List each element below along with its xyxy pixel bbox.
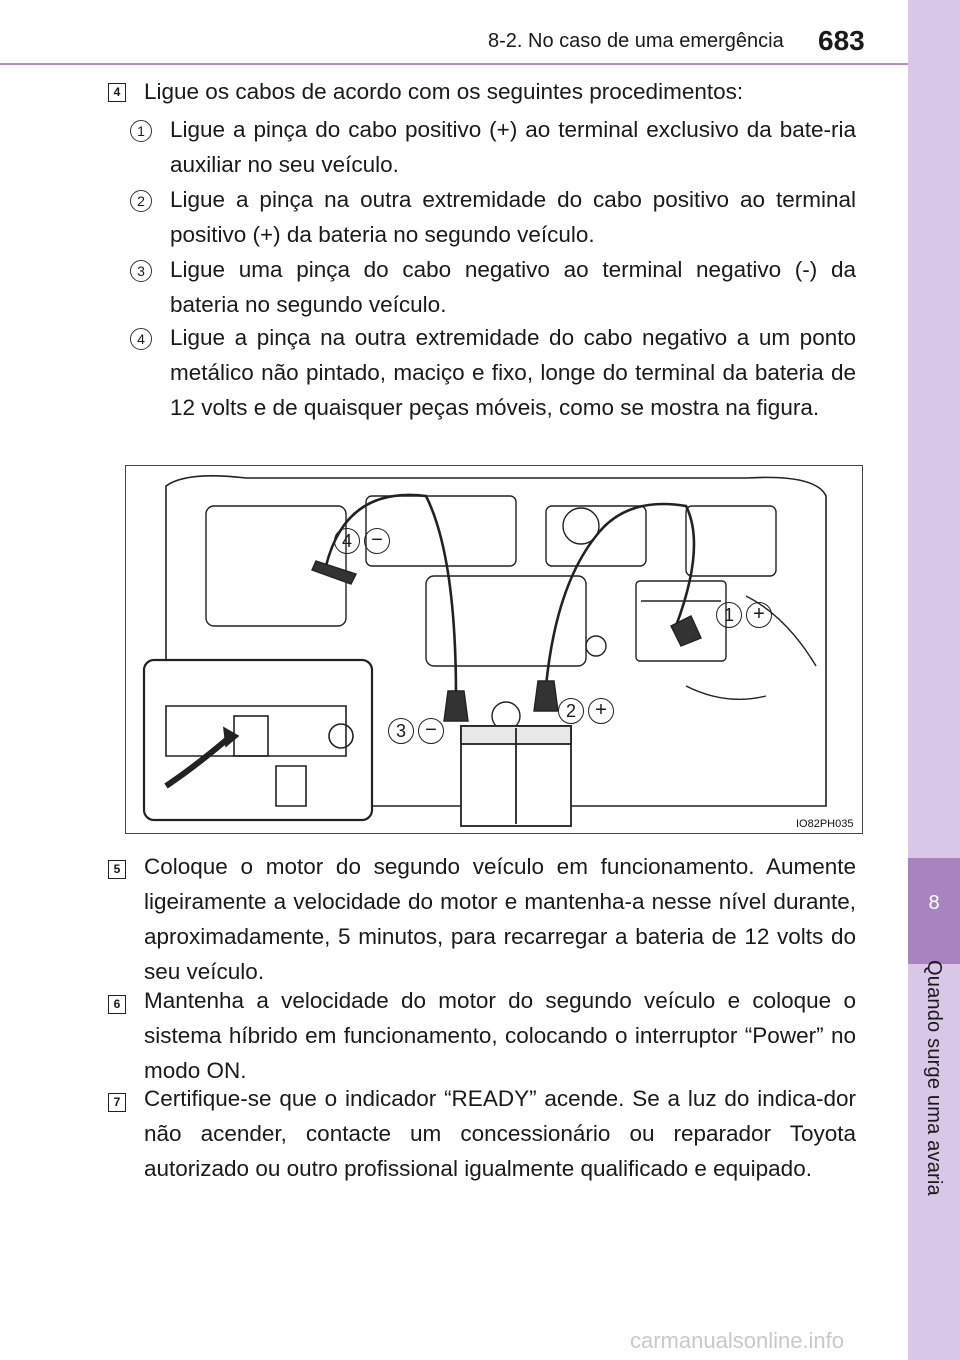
callout-number: 2 — [558, 698, 584, 724]
page-header — [0, 0, 908, 60]
step-number: 6 — [108, 995, 126, 1014]
step-number: 7 — [108, 1093, 126, 1112]
callout-number: 1 — [716, 602, 742, 628]
callout-4 — [334, 528, 390, 554]
step-text: Coloque o motor do segundo veículo em funcionamento. Aumente ligeiramente a velocidade do motor e mantenha-a nesse nível durante, aproximadamente, 5 minutos, para recarregar a bateria de 12 volts do seu veículo. — [144, 854, 856, 984]
substep-number: 3 — [130, 260, 152, 282]
minus-icon: − — [418, 718, 444, 744]
header-rule — [0, 63, 908, 65]
callout-1 — [716, 602, 772, 628]
step-text: Certifique-se que o indicador “READY” acende. Se a luz do indica-dor não acender, contacte um concessionário ou reparador Toyota autorizado ou outro profissional igualmente qualificado e equipado. — [144, 1086, 856, 1181]
callout-number: 4 — [334, 528, 360, 554]
step-text: Ligue os cabos de acordo com os seguintes procedimentos: — [144, 79, 744, 104]
callout-2 — [558, 698, 614, 724]
minus-icon: − — [364, 528, 390, 554]
step-number: 4 — [108, 83, 126, 102]
plus-icon: + — [746, 602, 772, 628]
substep-number: 4 — [130, 328, 152, 350]
substep-text: Ligue a pinça na outra extremidade do cabo positivo ao terminal positivo (+) da bateria no segundo veículo. — [170, 187, 856, 247]
substep-number: 2 — [130, 190, 152, 212]
step-text: Mantenha a velocidade do motor do segundo veículo e coloque o sistema híbrido em funcionamento, colocando o interruptor “Power” no modo ON. — [144, 988, 856, 1083]
chapter-title: Quando surge uma avaria — [923, 960, 945, 1196]
jump-start-illustration — [125, 465, 863, 834]
chapter-number: 8 — [928, 892, 940, 914]
watermark: carmanualsonline.info — [630, 1328, 845, 1353]
substep-text: Ligue a pinça do cabo positivo (+) ao terminal exclusivo da bate-ria auxiliar no seu veículo. — [170, 117, 856, 177]
plus-icon: + — [588, 698, 614, 724]
substep-text: Ligue uma pinça do cabo negativo ao terminal negativo (-) da bateria no segundo veículo. — [170, 257, 856, 317]
engine-bay-drawing — [126, 466, 862, 833]
substep-number: 1 — [130, 120, 152, 142]
substep-text: Ligue a pinça na outra extremidade do cabo negativo a um ponto metálico não pintado, maciço e fixo, longe do terminal da bateria de 12 volts e de quaisquer peças móveis, como se mostra na figura. — [170, 325, 856, 420]
figure-code: IO82PH035 — [796, 818, 854, 830]
chapter-sidebar — [908, 0, 960, 1360]
page-number: 683 — [818, 25, 865, 56]
callout-number: 3 — [388, 718, 414, 744]
section-title: 8-2. No caso de uma emergência — [488, 30, 784, 52]
callout-3 — [388, 718, 444, 744]
step-number: 5 — [108, 860, 126, 879]
